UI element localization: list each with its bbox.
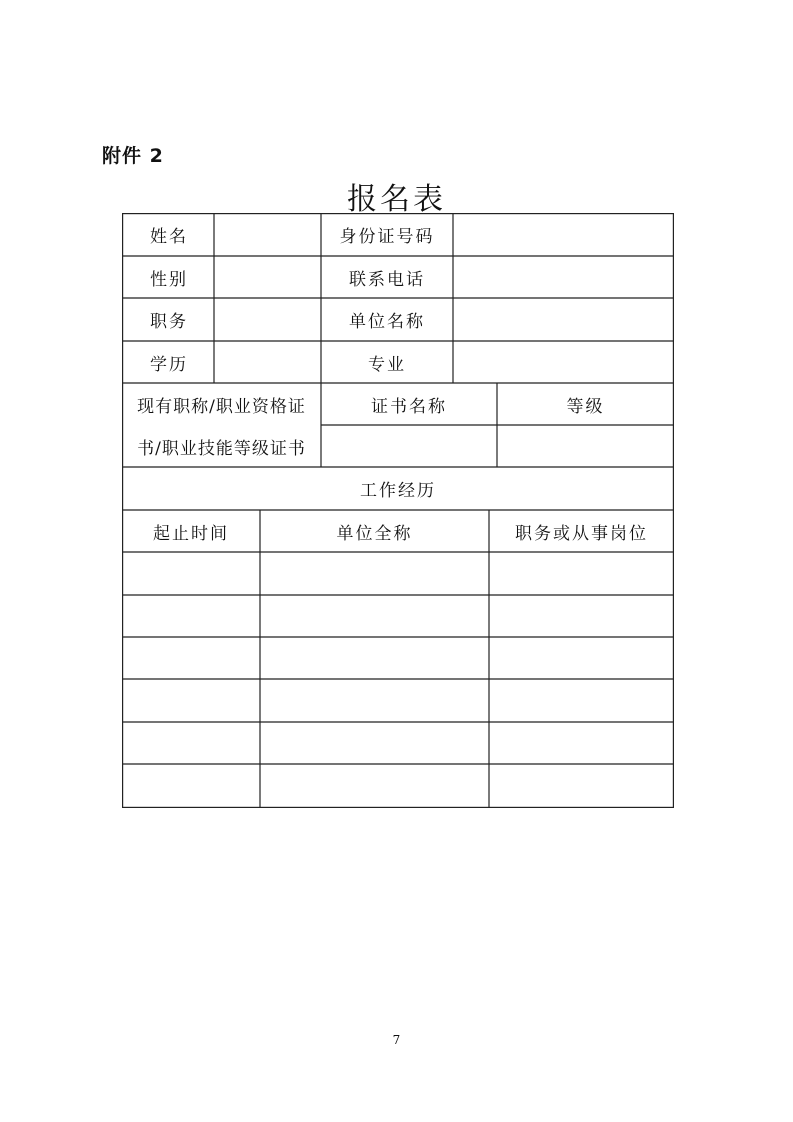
work-history-period-cell[interactable]: [122, 595, 260, 637]
certificate-name-header: 证书名称: [371, 396, 447, 417]
attachment-label: 附件 2: [102, 145, 164, 167]
education-field[interactable]: [214, 341, 321, 383]
work-history-employer-cell[interactable]: [260, 722, 489, 764]
gender-field[interactable]: [214, 256, 321, 298]
id-number-label: 身份证号码: [339, 227, 435, 247]
work-history-role-cell[interactable]: [489, 764, 674, 808]
work-history-employer-cell[interactable]: [260, 552, 489, 595]
major-label: 专业: [368, 354, 406, 375]
phone-label: 联系电话: [349, 269, 425, 290]
employer-field[interactable]: [453, 298, 674, 341]
work-history-employer-cell[interactable]: [260, 637, 489, 679]
page-number: 7: [392, 1033, 401, 1047]
registration-form-table: [122, 213, 674, 808]
major-field[interactable]: [453, 341, 674, 383]
certificate-level-header: 等级: [566, 396, 605, 417]
work-history-period-cell[interactable]: [122, 552, 260, 595]
work-history-header-employer: 单位全称: [336, 523, 413, 544]
work-history-header-period: 起止时间: [153, 523, 229, 544]
work-history-employer-cell[interactable]: [260, 595, 489, 637]
certificates-label-line2: 书/职业技能等级证书: [137, 438, 306, 459]
certificates-label-line1: 现有职称/职业资格证: [137, 396, 306, 417]
form-title: 报名表: [347, 182, 446, 217]
phone-field[interactable]: [453, 256, 674, 298]
name-field[interactable]: [214, 213, 321, 256]
position-field[interactable]: [214, 298, 321, 341]
work-history-period-cell[interactable]: [122, 637, 260, 679]
work-history-role-cell[interactable]: [489, 552, 674, 595]
work-history-employer-cell[interactable]: [260, 764, 489, 808]
work-history-header-role: 职务或从事岗位: [515, 523, 648, 544]
employer-label: 单位名称: [349, 312, 425, 332]
work-history-employer-cell[interactable]: [260, 679, 489, 722]
work-history-period-cell[interactable]: [122, 764, 260, 808]
work-history-role-cell[interactable]: [489, 722, 674, 764]
certificate-level-field[interactable]: [497, 425, 674, 467]
work-history-role-cell[interactable]: [489, 679, 674, 722]
education-label: 学历: [150, 354, 188, 375]
work-history-role-cell[interactable]: [489, 595, 674, 637]
position-label: 职务: [150, 312, 188, 332]
work-history-period-cell[interactable]: [122, 679, 260, 722]
name-label: 姓名: [150, 227, 188, 247]
gender-label: 性别: [150, 269, 188, 290]
id-number-field[interactable]: [453, 213, 674, 256]
work-history-period-cell[interactable]: [122, 722, 260, 764]
work-history-role-cell[interactable]: [489, 637, 674, 679]
work-history-section-label: 工作经历: [360, 481, 436, 501]
certificate-name-field[interactable]: [321, 425, 497, 467]
